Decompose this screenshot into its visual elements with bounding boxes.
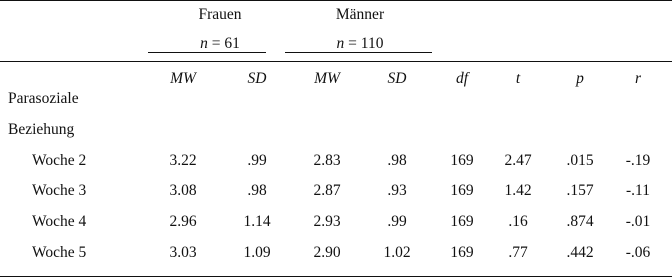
- col-header-sd-frauen: SD: [247, 70, 267, 87]
- cell-r: -.01: [625, 213, 651, 230]
- cell-mw-maenner: 2.87: [313, 182, 341, 199]
- row-label: Woche 2: [32, 152, 87, 169]
- col-header-t: t: [515, 70, 521, 87]
- header-bottom-rule: [0, 61, 672, 62]
- col-header-mw-maenner: MW: [314, 70, 340, 87]
- col-header-df: df: [455, 70, 469, 87]
- cell-sd-maenner: 1.02: [383, 244, 411, 261]
- cell-df: 169: [450, 152, 474, 169]
- cell-df: 169: [450, 213, 474, 230]
- cell-sd-frauen: .99: [247, 152, 267, 169]
- top-rule: [0, 0, 672, 1]
- cell-r: -.11: [626, 182, 650, 199]
- n-value: = 110: [348, 35, 384, 52]
- row-label: Woche 5: [32, 244, 87, 261]
- cell-mw-maenner: 2.83: [313, 152, 341, 169]
- cell-sd-frauen: 1.09: [243, 244, 271, 261]
- cell-t: .77: [508, 244, 528, 261]
- group-header-frauen: Frauen: [198, 6, 242, 23]
- cell-mw-frauen: 2.96: [169, 213, 197, 230]
- group-n-frauen: [200, 35, 240, 53]
- bottom-rule: [0, 276, 672, 277]
- n-symbol: n: [200, 35, 208, 52]
- cell-sd-maenner: .98: [387, 152, 407, 169]
- cell-sd-frauen: 1.14: [243, 213, 271, 230]
- cell-p: .874: [566, 213, 594, 230]
- row-label: Woche 3: [32, 182, 87, 199]
- group-n-maenner: [337, 35, 384, 53]
- cell-t: .16: [508, 213, 528, 230]
- col-header-r: r: [634, 70, 642, 87]
- cell-p: .442: [566, 244, 594, 261]
- cell-mw-frauen: 3.03: [169, 244, 197, 261]
- cell-r: -.06: [625, 244, 651, 261]
- n-symbol: n: [336, 35, 345, 52]
- cell-p: .157: [566, 182, 594, 199]
- cell-df: 169: [450, 244, 474, 261]
- col-header-p: p: [576, 70, 584, 87]
- cell-r: -.19: [625, 152, 651, 169]
- cell-p: .015: [566, 152, 594, 169]
- col-header-sd-maenner: SD: [387, 70, 407, 87]
- cell-sd-maenner: .99: [387, 213, 407, 230]
- cell-t: 2.47: [504, 152, 532, 169]
- row-group-label: Beziehung: [8, 121, 75, 138]
- cell-mw-frauen: 3.22: [169, 152, 197, 169]
- row-group-label: Parasoziale: [8, 90, 79, 107]
- cell-mw-maenner: 2.93: [313, 213, 341, 230]
- cell-mw-frauen: 3.08: [169, 182, 197, 199]
- n-value: = 61: [211, 35, 240, 52]
- col-header-mw-frauen: MW: [170, 70, 196, 87]
- row-label: Woche 4: [32, 213, 87, 230]
- cell-mw-maenner: 2.90: [313, 244, 341, 261]
- cell-t: 1.42: [504, 182, 532, 199]
- cell-sd-frauen: .98: [247, 182, 267, 199]
- cell-sd-maenner: .93: [387, 182, 407, 199]
- cell-df: 169: [450, 182, 474, 199]
- group-header-maenner: Männer: [335, 6, 385, 23]
